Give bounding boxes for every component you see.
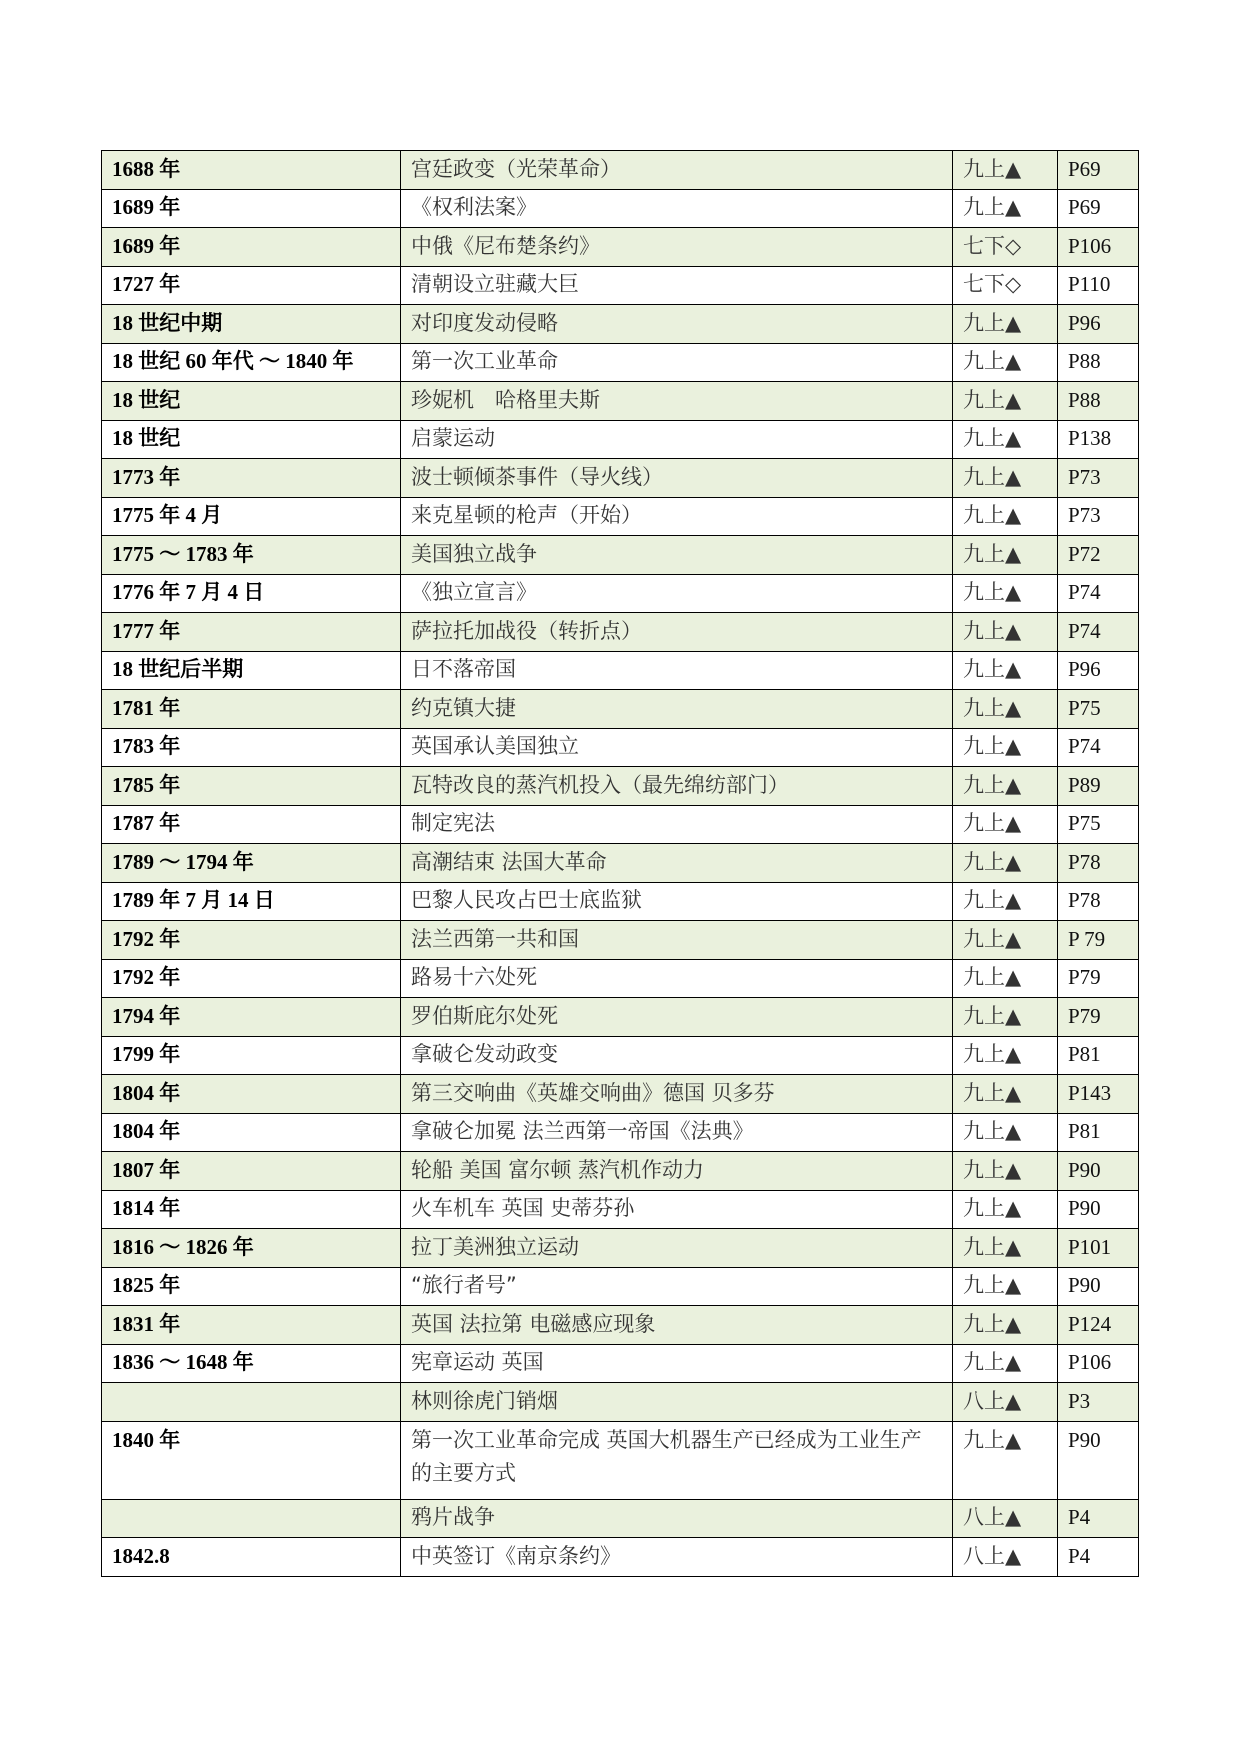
date-cell: 1781 年 [102, 690, 401, 729]
event-cell: 拿破仑加冕 法兰西第一帝国《法典》 [401, 1113, 953, 1152]
event-cell: 波士顿倾茶事件（导火线） [401, 459, 953, 498]
grade-cell: 九上▲ [953, 998, 1058, 1037]
page-ref-cell: P72 [1058, 536, 1139, 575]
grade-cell: 九上▲ [953, 459, 1058, 498]
event-cell: 第一次工业革命 [401, 343, 953, 382]
table-row [102, 1229, 1139, 1268]
page-ref-cell: P106 [1058, 228, 1139, 267]
event-cell: 《独立宣言》 [401, 574, 953, 613]
date-cell [102, 1383, 401, 1422]
event-cell: “旅行者号” [401, 1267, 953, 1306]
table-row [102, 151, 1139, 190]
date-cell: 1775 ～ 1783 年 [102, 536, 401, 575]
grade-cell: 九上▲ [953, 1075, 1058, 1114]
page-ref-cell: P4 [1058, 1538, 1139, 1577]
date-cell: 1807 年 [102, 1152, 401, 1191]
event-cell: 启蒙运动 [401, 420, 953, 459]
grade-cell: 九上▲ [953, 420, 1058, 459]
grade-cell: 九上▲ [953, 651, 1058, 690]
event-cell: 鸦片战争 [401, 1499, 953, 1538]
date-cell: 1785 年 [102, 767, 401, 806]
date-cell: 1787 年 [102, 805, 401, 844]
date-cell: 1776 年 7 月 4 日 [102, 574, 401, 613]
grade-cell: 九上▲ [953, 1421, 1058, 1499]
date-cell: 1688 年 [102, 151, 401, 190]
table-row [102, 805, 1139, 844]
event-cell: 《权利法案》 [401, 189, 953, 228]
page-ref-cell: P74 [1058, 613, 1139, 652]
grade-cell: 九上▲ [953, 844, 1058, 883]
event-cell: 宪章运动 英国 [401, 1344, 953, 1383]
table-row [102, 921, 1139, 960]
event-cell: 罗伯斯庇尔处死 [401, 998, 953, 1037]
page-ref-cell: P81 [1058, 1036, 1139, 1075]
grade-cell: 九上▲ [953, 536, 1058, 575]
table-row [102, 574, 1139, 613]
table-row [102, 1499, 1139, 1538]
page-ref-cell: P4 [1058, 1499, 1139, 1538]
table-row [102, 651, 1139, 690]
date-cell: 18 世纪后半期 [102, 651, 401, 690]
table-row [102, 343, 1139, 382]
event-cell: 第一次工业革命完成 英国大机器生产已经成为工业生产的主要方式 [401, 1421, 953, 1499]
table-row [102, 1075, 1139, 1114]
grade-cell: 九上▲ [953, 613, 1058, 652]
date-cell: 18 世纪 60 年代 ～ 1840 年 [102, 343, 401, 382]
table-row [102, 998, 1139, 1037]
event-cell: 高潮结束 法国大革命 [401, 844, 953, 883]
table-row [102, 420, 1139, 459]
table-row [102, 1421, 1139, 1499]
table-row [102, 382, 1139, 421]
page-ref-cell: P81 [1058, 1113, 1139, 1152]
event-cell: 中俄《尼布楚条约》 [401, 228, 953, 267]
grade-cell: 九上▲ [953, 805, 1058, 844]
grade-cell: 九上▲ [953, 1036, 1058, 1075]
date-cell: 1773 年 [102, 459, 401, 498]
grade-cell: 九上▲ [953, 1267, 1058, 1306]
event-cell: 珍妮机 哈格里夫斯 [401, 382, 953, 421]
grade-cell: 九上▲ [953, 1113, 1058, 1152]
page-ref-cell: P88 [1058, 343, 1139, 382]
table-row [102, 767, 1139, 806]
event-cell: 萨拉托加战役（转折点） [401, 613, 953, 652]
date-cell: 18 世纪 [102, 420, 401, 459]
date-cell: 1792 年 [102, 921, 401, 960]
event-cell: 火车机车 英国 史蒂芬孙 [401, 1190, 953, 1229]
table-row [102, 728, 1139, 767]
grade-cell: 九上▲ [953, 921, 1058, 960]
history-timeline-table [101, 150, 1139, 1577]
date-cell: 1689 年 [102, 228, 401, 267]
page-ref-cell: P110 [1058, 266, 1139, 305]
page-ref-cell: P124 [1058, 1306, 1139, 1345]
grade-cell: 九上▲ [953, 1306, 1058, 1345]
event-cell: 路易十六处死 [401, 959, 953, 998]
date-cell: 1789 ～ 1794 年 [102, 844, 401, 883]
event-cell: 法兰西第一共和国 [401, 921, 953, 960]
grade-cell: 九上▲ [953, 305, 1058, 344]
page-ref-cell: P78 [1058, 844, 1139, 883]
table-row [102, 1267, 1139, 1306]
grade-cell: 九上▲ [953, 343, 1058, 382]
event-cell: 中英签订《南京条约》 [401, 1538, 953, 1577]
event-cell: 约克镇大捷 [401, 690, 953, 729]
grade-cell: 九上▲ [953, 882, 1058, 921]
page-ref-cell: P69 [1058, 189, 1139, 228]
page-ref-cell: P78 [1058, 882, 1139, 921]
grade-cell: 七下◇ [953, 228, 1058, 267]
table-row [102, 959, 1139, 998]
date-cell: 1836 ～ 1648 年 [102, 1344, 401, 1383]
page-ref-cell: P89 [1058, 767, 1139, 806]
date-cell: 1775 年 4 月 [102, 497, 401, 536]
table-row [102, 1538, 1139, 1577]
table-row [102, 459, 1139, 498]
page-ref-cell: P96 [1058, 651, 1139, 690]
table-row [102, 305, 1139, 344]
page-ref-cell: P74 [1058, 574, 1139, 613]
table-row [102, 690, 1139, 729]
grade-cell: 九上▲ [953, 1344, 1058, 1383]
event-cell: 巴黎人民攻占巴士底监狱 [401, 882, 953, 921]
table-row [102, 613, 1139, 652]
table-row [102, 1036, 1139, 1075]
page-ref-cell: P74 [1058, 728, 1139, 767]
table-row [102, 1306, 1139, 1345]
page-ref-cell: P90 [1058, 1152, 1139, 1191]
grade-cell: 九上▲ [953, 574, 1058, 613]
table-row [102, 1190, 1139, 1229]
page-ref-cell: P90 [1058, 1267, 1139, 1306]
grade-cell: 九上▲ [953, 1152, 1058, 1191]
date-cell [102, 1499, 401, 1538]
date-cell: 1831 年 [102, 1306, 401, 1345]
event-cell: 对印度发动侵略 [401, 305, 953, 344]
page-ref-cell: P101 [1058, 1229, 1139, 1268]
page-ref-cell: P138 [1058, 420, 1139, 459]
grade-cell: 九上▲ [953, 1190, 1058, 1229]
table-row [102, 228, 1139, 267]
event-cell: 来克星顿的枪声（开始） [401, 497, 953, 536]
page-ref-cell: P73 [1058, 497, 1139, 536]
date-cell: 1825 年 [102, 1267, 401, 1306]
table-row [102, 882, 1139, 921]
grade-cell: 九上▲ [953, 690, 1058, 729]
event-cell: 拉丁美洲独立运动 [401, 1229, 953, 1268]
table-row [102, 189, 1139, 228]
event-cell: 美国独立战争 [401, 536, 953, 575]
event-cell: 第三交响曲《英雄交响曲》德国 贝多芬 [401, 1075, 953, 1114]
table-row [102, 1113, 1139, 1152]
grade-cell: 九上▲ [953, 959, 1058, 998]
grade-cell: 九上▲ [953, 728, 1058, 767]
page-ref-cell: P75 [1058, 690, 1139, 729]
grade-cell: 九上▲ [953, 1229, 1058, 1268]
date-cell: 1789 年 7 月 14 日 [102, 882, 401, 921]
date-cell: 18 世纪 [102, 382, 401, 421]
grade-cell: 九上▲ [953, 767, 1058, 806]
page-ref-cell: P75 [1058, 805, 1139, 844]
page-ref-cell: P90 [1058, 1190, 1139, 1229]
page-ref-cell: P106 [1058, 1344, 1139, 1383]
table-row [102, 266, 1139, 305]
grade-cell: 七下◇ [953, 266, 1058, 305]
date-cell: 1727 年 [102, 266, 401, 305]
event-cell: 林则徐虎门销烟 [401, 1383, 953, 1422]
page-ref-cell: P79 [1058, 998, 1139, 1037]
page-ref-cell: P143 [1058, 1075, 1139, 1114]
table-row [102, 844, 1139, 883]
date-cell: 1842.8 [102, 1538, 401, 1577]
grade-cell: 八上▲ [953, 1383, 1058, 1422]
table-row [102, 536, 1139, 575]
page-ref-cell: P88 [1058, 382, 1139, 421]
event-cell: 制定宪法 [401, 805, 953, 844]
page-ref-cell: P 79 [1058, 921, 1139, 960]
date-cell: 1783 年 [102, 728, 401, 767]
grade-cell: 九上▲ [953, 151, 1058, 190]
table-row [102, 1152, 1139, 1191]
date-cell: 1804 年 [102, 1113, 401, 1152]
date-cell: 1816 ～ 1826 年 [102, 1229, 401, 1268]
event-cell: 轮船 美国 富尔顿 蒸汽机作动力 [401, 1152, 953, 1191]
table-row [102, 1383, 1139, 1422]
event-cell: 宫廷政变（光荣革命） [401, 151, 953, 190]
table-row [102, 497, 1139, 536]
timeline-body [102, 151, 1139, 1577]
date-cell: 1814 年 [102, 1190, 401, 1229]
date-cell: 1689 年 [102, 189, 401, 228]
grade-cell: 九上▲ [953, 497, 1058, 536]
date-cell: 1792 年 [102, 959, 401, 998]
event-cell: 日不落帝国 [401, 651, 953, 690]
page-ref-cell: P73 [1058, 459, 1139, 498]
page-ref-cell: P69 [1058, 151, 1139, 190]
event-cell: 拿破仑发动政变 [401, 1036, 953, 1075]
page-ref-cell: P96 [1058, 305, 1139, 344]
date-cell: 1799 年 [102, 1036, 401, 1075]
page-ref-cell: P79 [1058, 959, 1139, 998]
date-cell: 1840 年 [102, 1421, 401, 1499]
grade-cell: 八上▲ [953, 1538, 1058, 1577]
grade-cell: 九上▲ [953, 189, 1058, 228]
page-ref-cell: P90 [1058, 1421, 1139, 1499]
table-row [102, 1344, 1139, 1383]
grade-cell: 八上▲ [953, 1499, 1058, 1538]
event-cell: 英国承认美国独立 [401, 728, 953, 767]
date-cell: 1777 年 [102, 613, 401, 652]
date-cell: 18 世纪中期 [102, 305, 401, 344]
event-cell: 瓦特改良的蒸汽机投入（最先绵纺部门） [401, 767, 953, 806]
date-cell: 1794 年 [102, 998, 401, 1037]
event-cell: 清朝设立驻藏大巨 [401, 266, 953, 305]
date-cell: 1804 年 [102, 1075, 401, 1114]
event-cell: 英国 法拉第 电磁感应现象 [401, 1306, 953, 1345]
page-ref-cell: P3 [1058, 1383, 1139, 1422]
grade-cell: 九上▲ [953, 382, 1058, 421]
